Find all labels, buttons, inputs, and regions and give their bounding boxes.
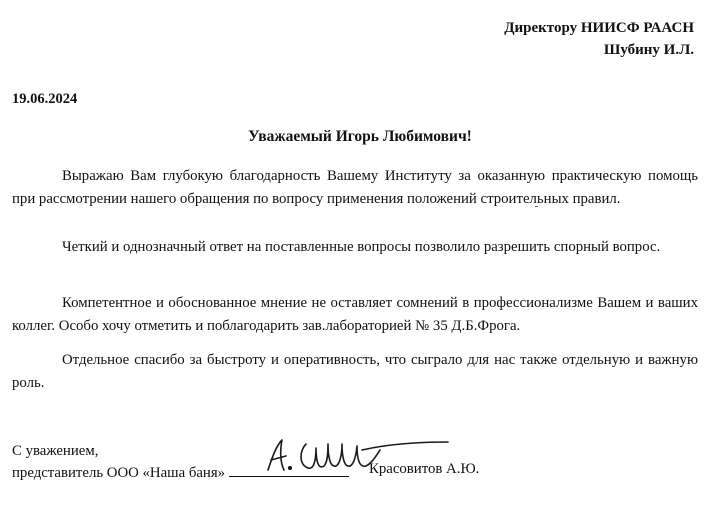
addressee-position: Директору НИИСФ РААСН	[504, 20, 694, 36]
paragraph-gratitude: Выражаю Вам глубокую благодарность Вашему Институту за оказанную практическую помощь при рассмотрении нашего обращения по вопросу применения положений строительных правил.	[12, 168, 698, 207]
paragraph-competence: Компетентное и обоснованное мнение не оставляет сомнений в профессионализме Вашем и ваших коллег. Особо хочу отметить и поблагодарить зав.лабораторией № 35 Д.Б.Фрога.	[12, 295, 698, 334]
closing-regards: С уважением,	[12, 443, 99, 459]
closing-representative: представитель ООО «Наша баня»	[12, 465, 226, 481]
signer-name: Красовитов А.Ю.	[369, 461, 480, 477]
salutation: Уважаемый Игорь Любимович!	[248, 128, 472, 145]
paragraph-thanks: Отдельное спасибо за быстроту и оперативность, что сыграло для нас также отдельную и важную роль.	[12, 352, 698, 391]
addressee-name: Шубину И.Л.	[603, 42, 694, 58]
paragraph-answer: Четкий и однозначный ответ на поставленные вопросы позволило разрешить спорный вопрос.	[62, 239, 661, 255]
scan-speck	[535, 206, 538, 207]
handwritten-signature	[258, 430, 458, 482]
addressee-block	[504, 17, 694, 61]
letter-date: 19.06.2024	[12, 91, 78, 107]
